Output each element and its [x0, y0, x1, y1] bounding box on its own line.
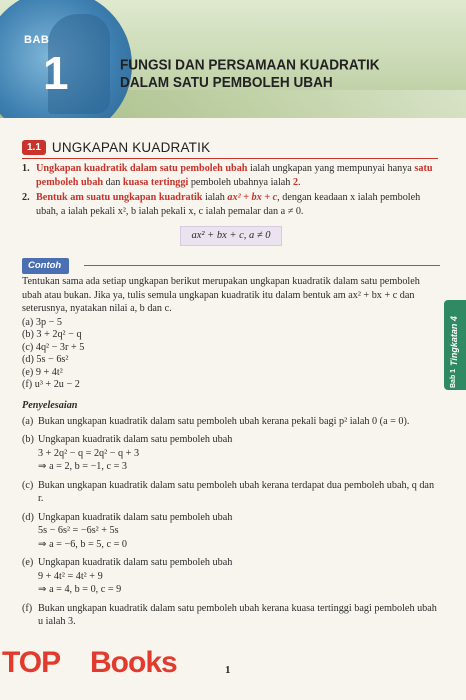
solution-line: Bukan ungkapan kuadratik dalam satu pemboleh ubah kerana kuasa tertinggi bagi pemboleh ubah u ialah 3.	[38, 602, 437, 628]
definition-item	[22, 191, 440, 218]
solution-label: (b)	[22, 434, 34, 446]
solution-line: Ungkapan kuadratik dalam satu pemboleh ubah	[38, 511, 233, 523]
definition-text: .	[298, 176, 301, 188]
solution-heading: Penyelesaian	[22, 400, 78, 412]
chapter-number: 1	[43, 47, 69, 99]
definition-term: Ungkapan kuadratik dalam satu pemboleh ubah	[36, 163, 248, 174]
question-item: (c) 4q² − 3r + 5	[22, 341, 85, 353]
section-number-badge: 1.1	[22, 140, 46, 155]
bab-label: BAB	[24, 34, 50, 46]
solution-label: (e)	[22, 557, 34, 569]
chapter-banner	[0, 0, 466, 118]
solution-line: Ungkapan kuadratik dalam satu pemboleh ubah	[38, 557, 233, 569]
example-header	[22, 258, 440, 272]
solution-list	[22, 415, 440, 629]
question-items	[22, 317, 440, 393]
chapter-title-line1: FUNGSI DAN PERSAMAAN KUADRATIK	[120, 56, 380, 73]
question-item: (f) u³ + 2u − 2	[22, 379, 80, 391]
definition-number: 1.	[22, 163, 30, 174]
definition-number: 2.	[22, 192, 30, 203]
solution-label: (c)	[22, 479, 34, 491]
watermark-books-text: Books	[90, 646, 177, 679]
definition-term: satu pemboleh ubah	[36, 163, 433, 188]
solution-line: Bukan ungkapan kuadratik dalam satu pemboleh ubah kerana terdapat dua pemboleh ubah, q dan r.	[38, 479, 435, 505]
solution-line: ⇒ a = 2, b = −1, c = 3	[38, 461, 127, 473]
chapter-title	[120, 57, 420, 92]
solution-label: (a)	[22, 415, 34, 427]
topbooks-watermark	[0, 640, 178, 700]
solution-label: (d)	[22, 511, 34, 523]
section-divider	[22, 158, 438, 159]
chapter-title-line2: DALAM SATU PEMBOLEH UBAH	[120, 74, 333, 91]
solution-item	[22, 479, 440, 506]
definition-text: ialah ungkapan yang mempunyai hanya	[247, 163, 415, 174]
solution-item	[22, 433, 440, 474]
solution-item	[22, 602, 440, 629]
definition-term: 2	[292, 176, 299, 188]
question-item: (b) 3 + 2q² − q	[22, 329, 82, 341]
solution-item	[22, 556, 440, 597]
definition-text: ialah	[202, 192, 228, 203]
definition-list	[22, 162, 440, 218]
solution-label: (f)	[22, 602, 33, 614]
definition-text: dan	[103, 176, 123, 188]
page-content	[22, 162, 440, 634]
solution-line: 9 + 4t² = 4t² + 9	[38, 570, 103, 582]
section-title: UNGKAPAN KUADRATIK	[51, 139, 211, 155]
example-divider	[84, 265, 440, 266]
definition-text: , dengan keadaan x ialah pemboleh ubah, a ialah pekali x², b ialah pekali x, c ialah pemalar dan a ≠ 0.	[36, 192, 421, 217]
solution-line: Ungkapan kuadratik dalam satu pemboleh ubah	[38, 434, 233, 446]
solution-line: ⇒ a = 4, b = 0, c = 9	[38, 584, 122, 596]
solution-item	[22, 415, 440, 429]
side-tab-tingkatan: Tingkatan 4	[449, 316, 459, 366]
solution-line: ⇒ a = −6, b = 5, c = 0	[38, 538, 127, 550]
chapter-side-tab	[444, 300, 466, 390]
definition-term: kuasa tertinggi	[122, 176, 189, 188]
solution-line: 3 + 2q² − q = 2q² − q + 3	[38, 447, 140, 459]
solution-line: 5s − 6s² = −6s² + 5s	[38, 525, 119, 537]
question-item: (d) 5s − 6s²	[22, 354, 69, 366]
solution-line: Bukan ungkapan kuadratik dalam satu pemboleh ubah kerana pekali bagi p² ialah 0 (a = 0).	[38, 415, 410, 427]
general-form-box: ax² + bx + c, a ≠ 0	[180, 226, 282, 246]
solution-item	[22, 511, 440, 552]
section-heading	[22, 138, 210, 156]
question-item: (a) 3p − 5	[22, 316, 62, 328]
watermark-top-text: TOP	[2, 646, 61, 679]
page-number: 1	[225, 664, 231, 676]
side-tab-bab: Bab 1	[450, 368, 457, 388]
question-text: Tentukan sama ada setiap ungkapan berikut merupakan ungkapan kuadratik dalam satu pemboleh ubah atau bukan. Jika ya, tulis semula ungkapan kuadratik itu dalam bentuk am ax² + bx + c dan seterusnya, nyatakan nilai a, b dan c.	[22, 276, 420, 314]
definition-term: ax² + bx + c	[227, 192, 278, 203]
example-tag: Contoh	[22, 258, 69, 274]
definition-term: Bentuk am suatu ungkapan kuadratik	[36, 192, 203, 203]
definition-text: pemboleh ubahnya ialah	[188, 176, 293, 188]
definition-item	[22, 162, 440, 189]
question-item: (e) 9 + 4t²	[22, 366, 63, 378]
